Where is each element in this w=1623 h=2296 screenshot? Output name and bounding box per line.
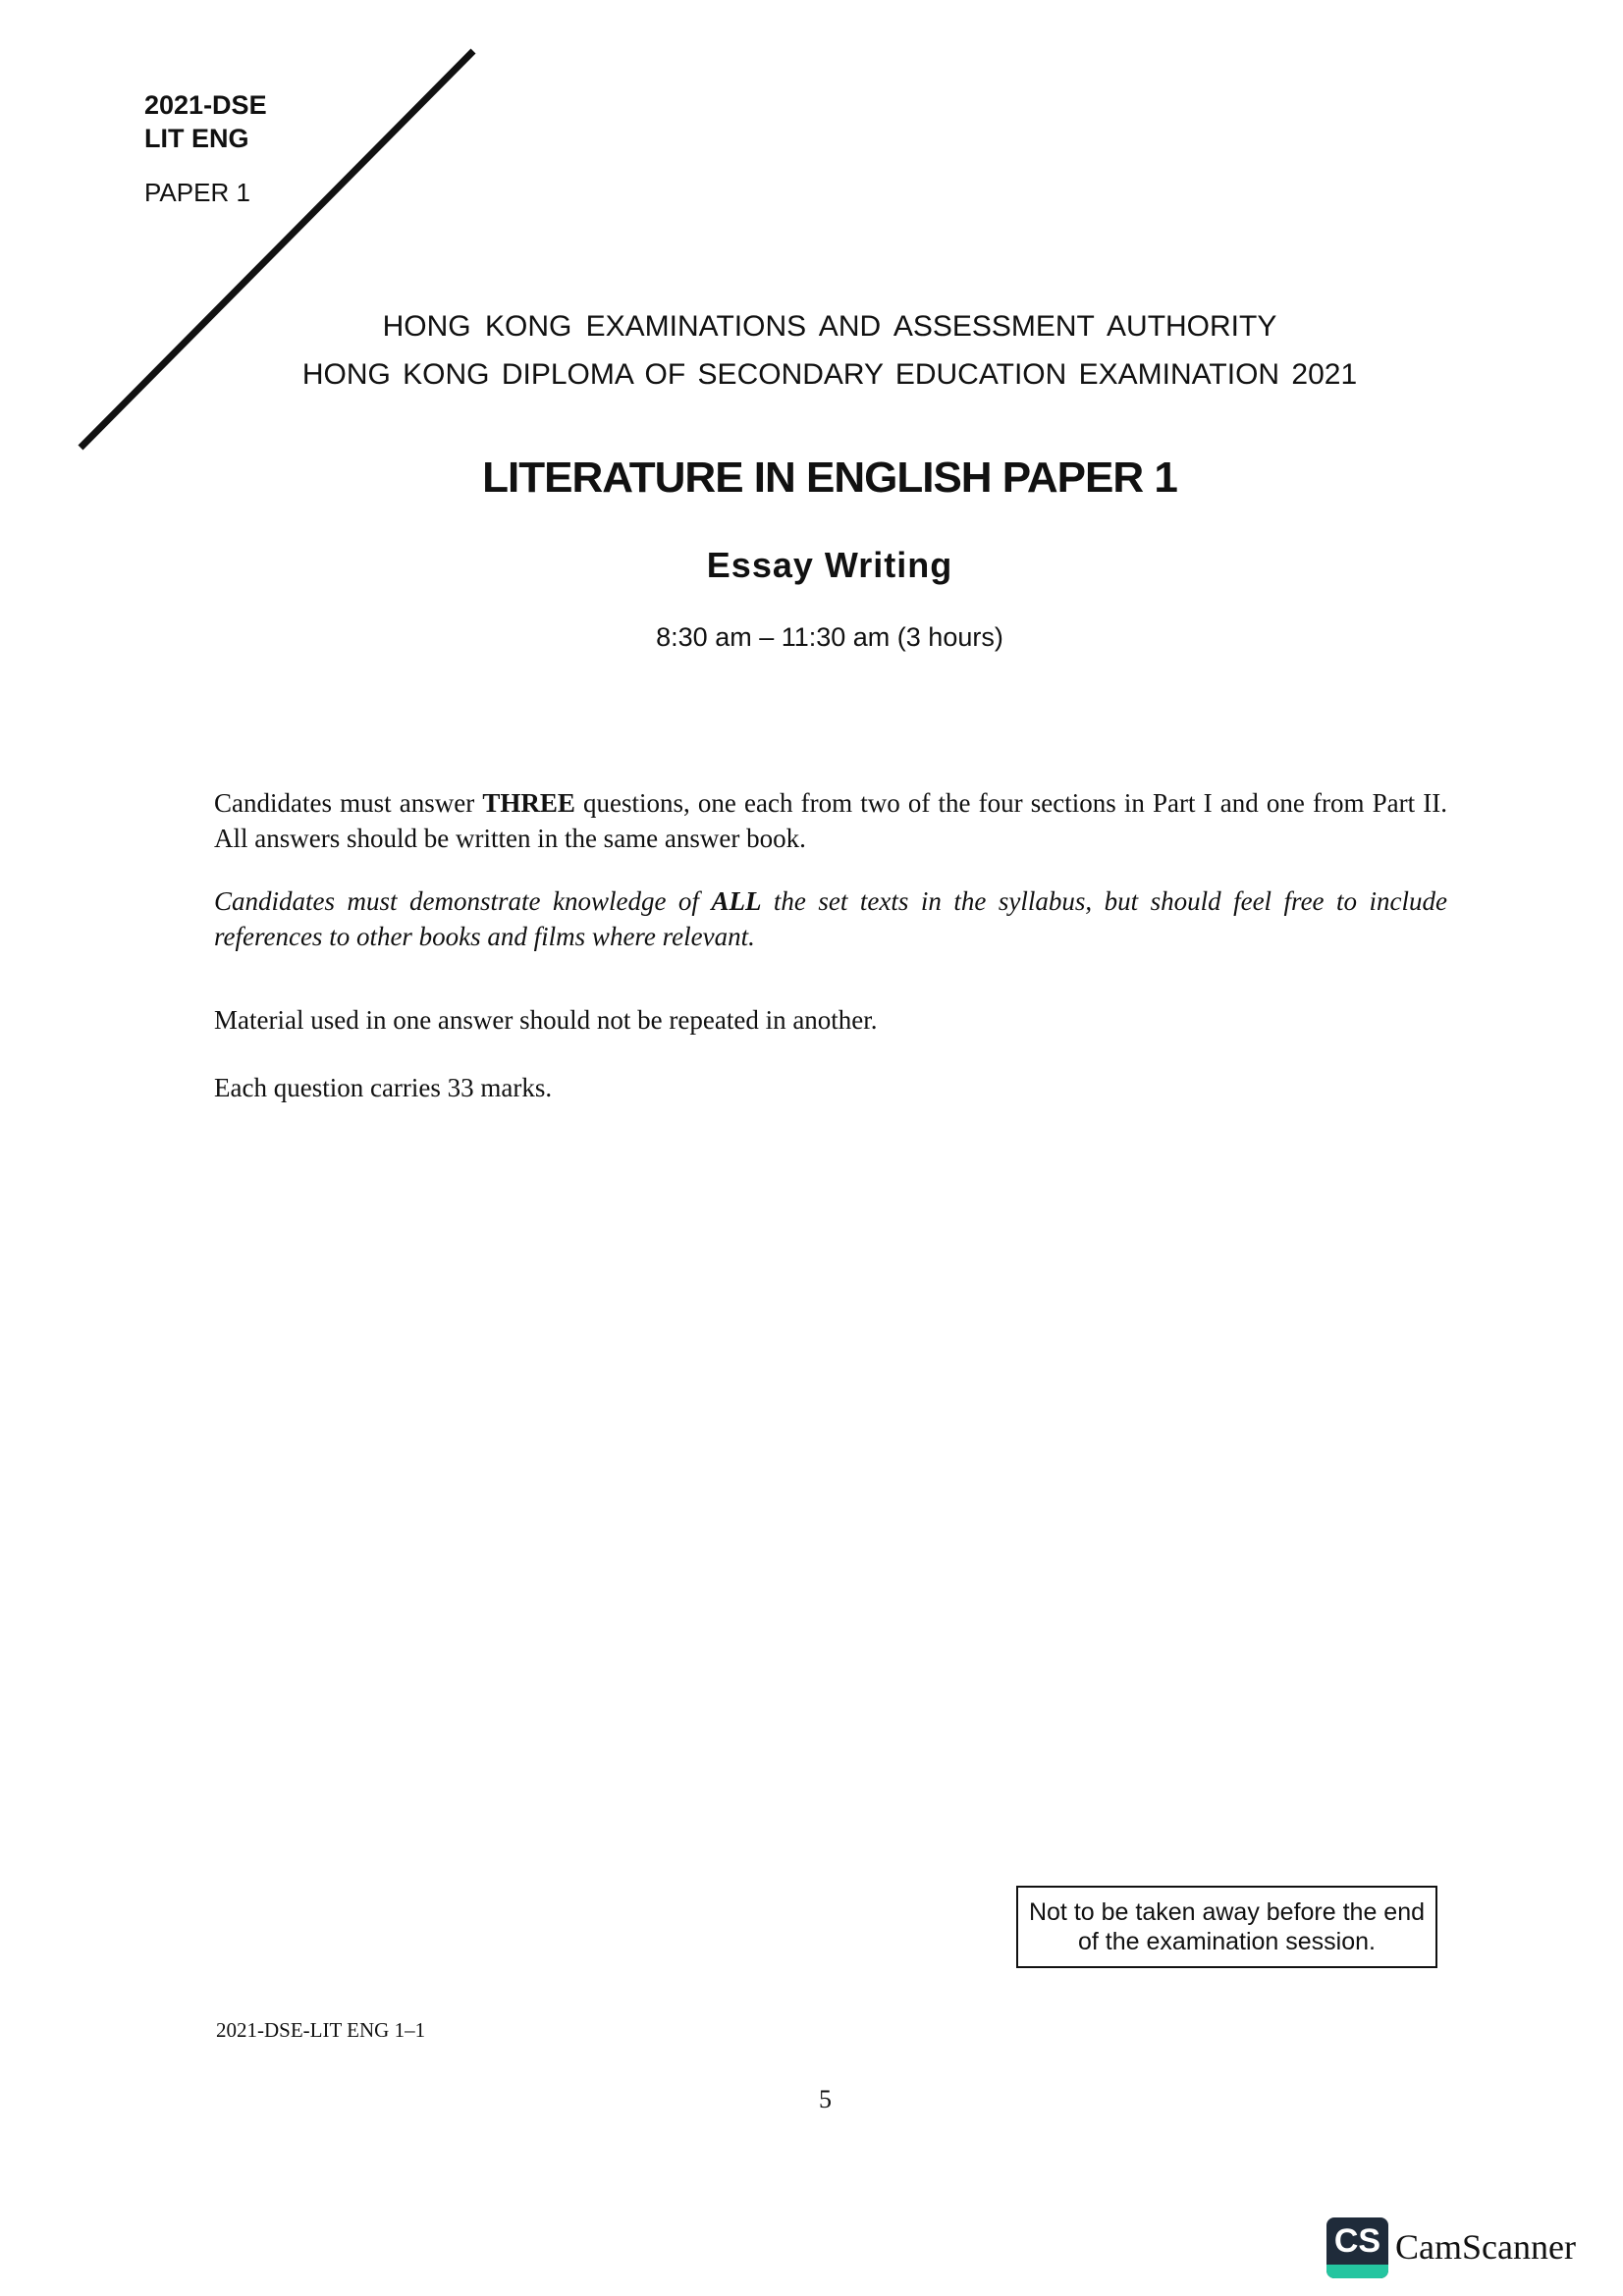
logo-text: CS: [1333, 2222, 1381, 2260]
exam-time: 8:30 am – 11:30 am (3 hours): [656, 622, 1003, 652]
instruction-2: Candidates must demonstrate knowledge of ALL the set texts in the syllabus, but should feel free to include references to other books and films where relevant.: [214, 886, 1447, 951]
paper-label: PAPER 1: [144, 178, 250, 207]
authority-name: HONG KONG EXAMINATIONS AND ASSESSMENT AUTHORITY: [382, 310, 1277, 343]
instruction-3: Material used in one answer should not be repeated in another.: [214, 1005, 878, 1035]
page-title: LITERATURE IN ENGLISH PAPER 1: [482, 454, 1177, 502]
examination-name: HONG KONG DIPLOMA OF SECONDARY EDUCATION EXAMINATION 2021: [301, 358, 1358, 391]
code-line-1: 2021-DSE: [144, 90, 267, 120]
instruction-1: Candidates must answer THREE questions, one each from two of the four sections in Part I and one from Part II. All answers should be written in the same answer book.: [214, 788, 1447, 853]
diagonal-line: [0, 0, 589, 491]
header-code: [144, 88, 267, 155]
camscanner-logo-icon: [1326, 2217, 1388, 2278]
page-number: 5: [819, 2085, 832, 2113]
notice-box: Not to be taken away before the end of the examination session.: [1016, 1886, 1437, 1968]
camscanner-brand: CamScanner: [1395, 2227, 1576, 2267]
subtitle: Essay Writing: [706, 545, 953, 585]
code-line-2: LIT ENG: [144, 124, 249, 153]
instruction-4: Each question carries 33 marks.: [214, 1073, 553, 1102]
footer-code: 2021-DSE-LIT ENG 1–1: [216, 2018, 426, 2042]
